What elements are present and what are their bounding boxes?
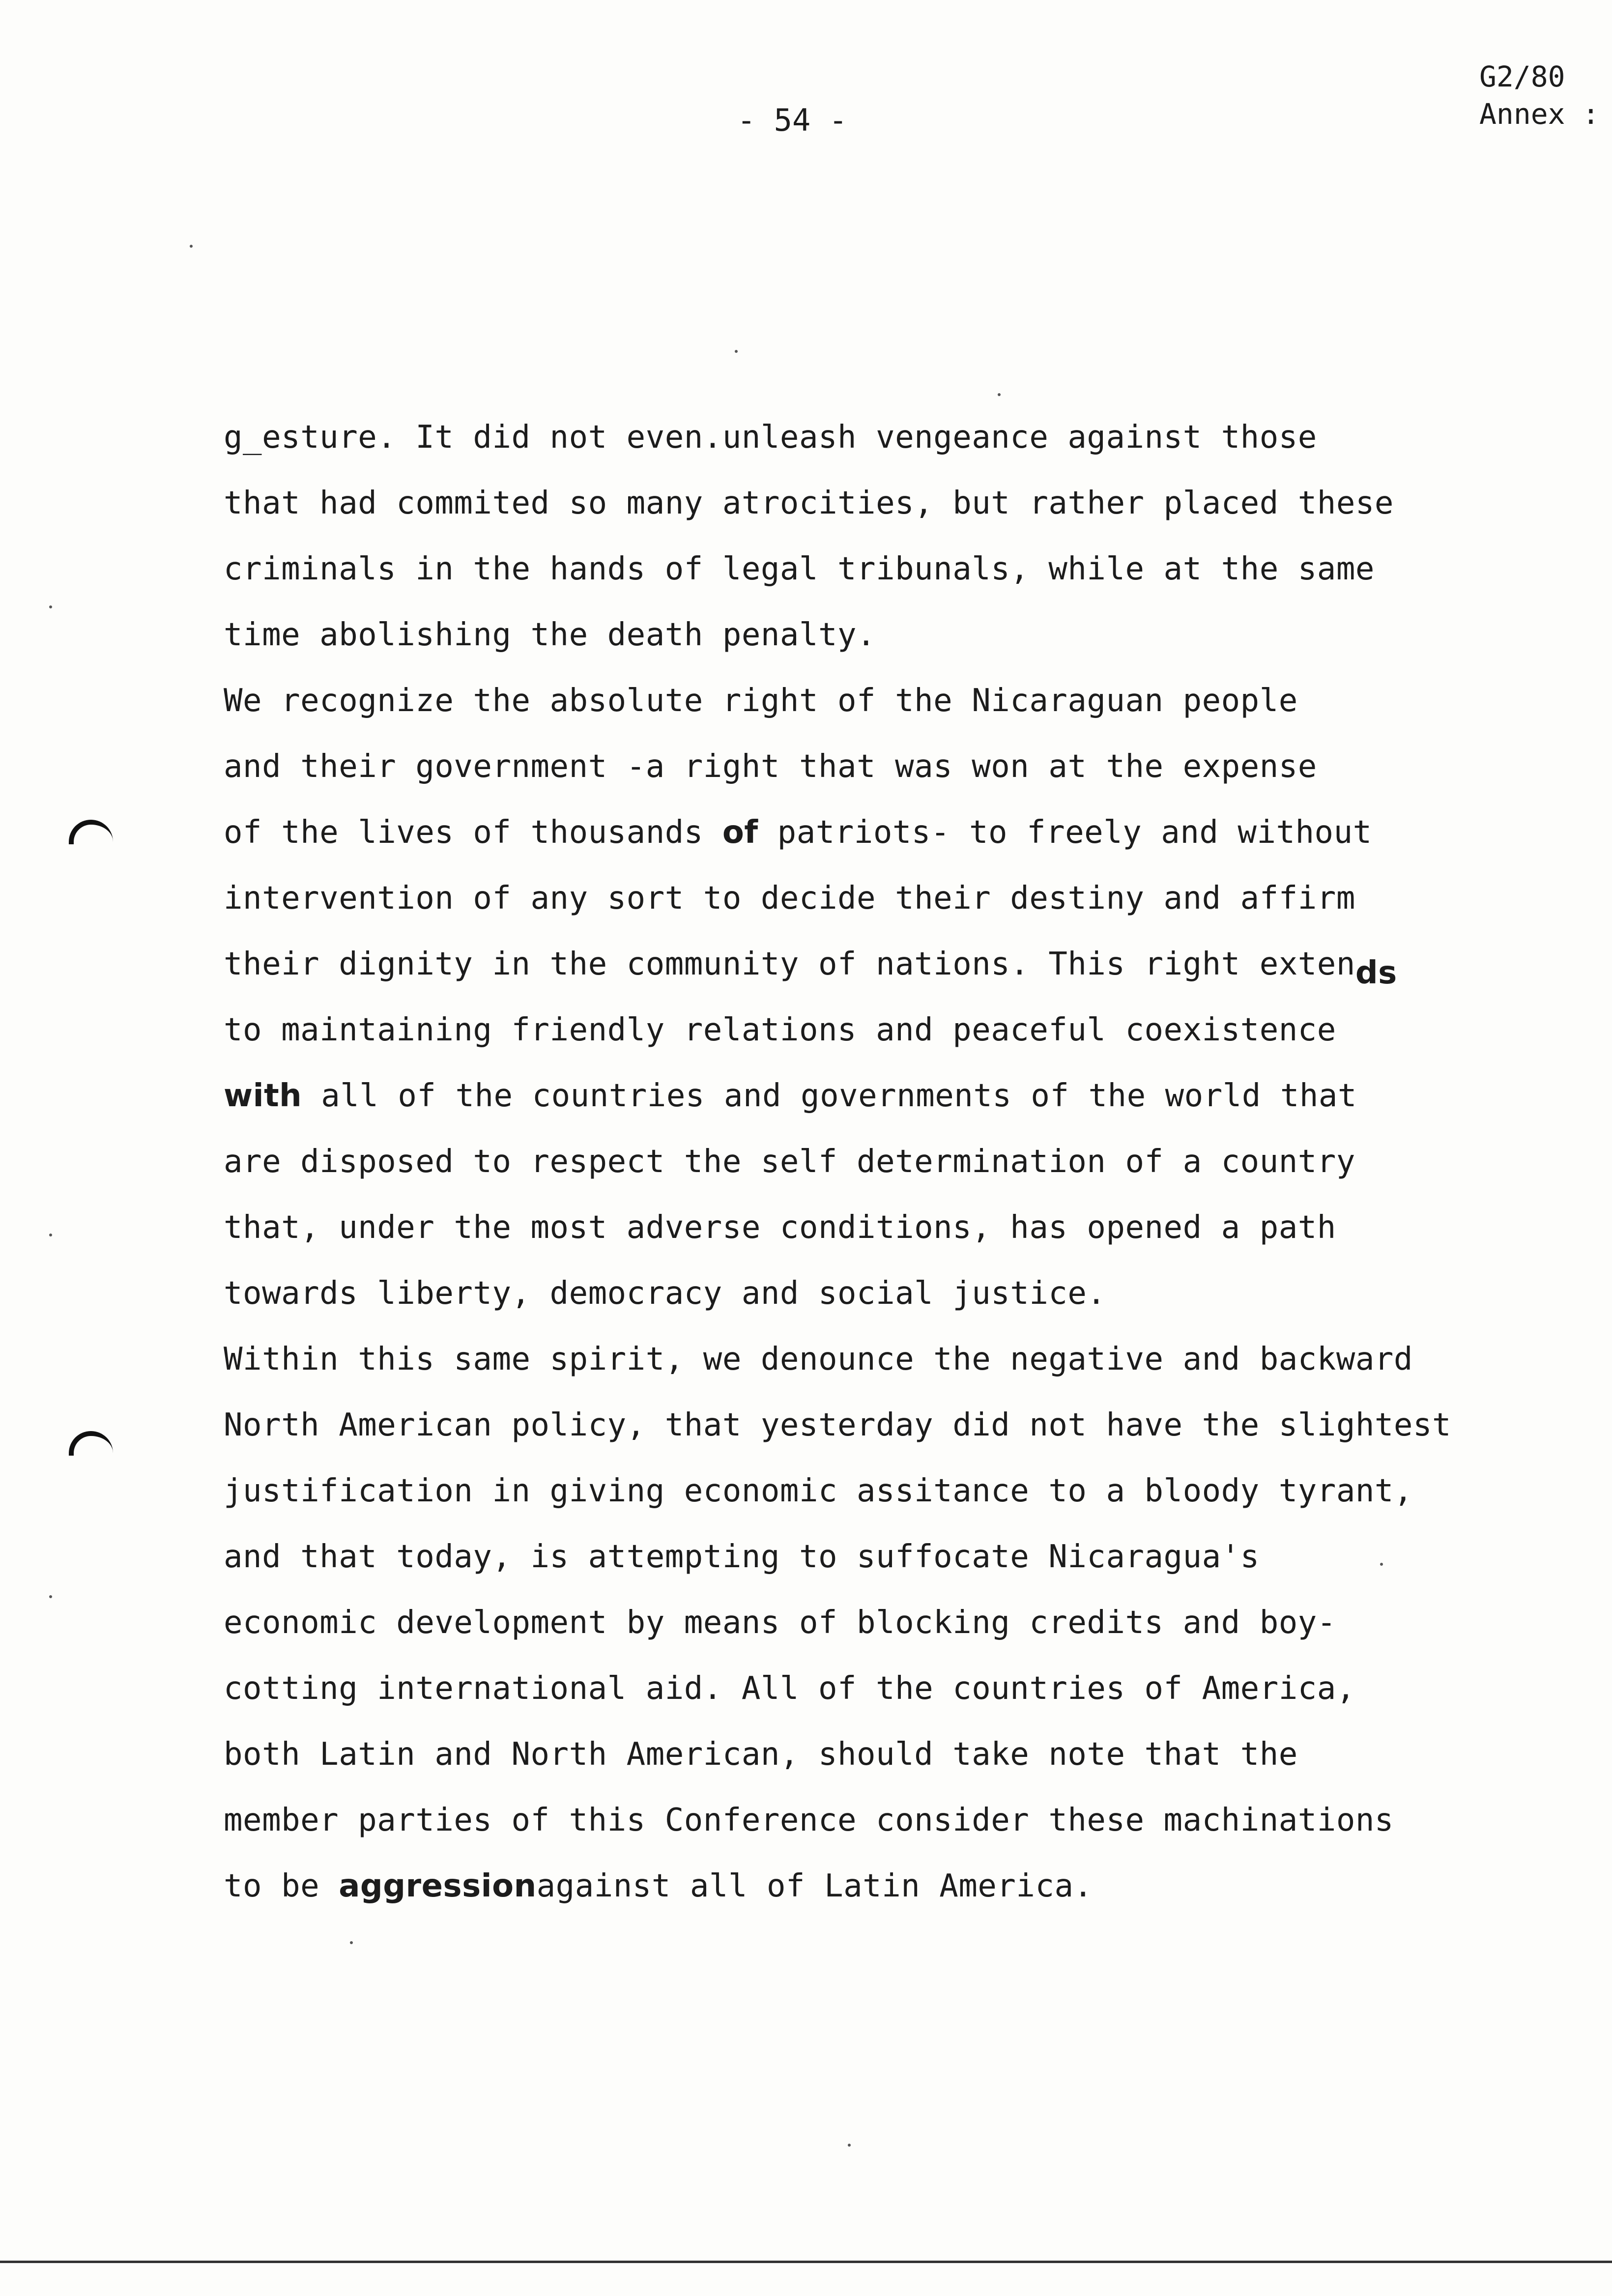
text-run: member parties of this Conference consider these machinations <box>224 1802 1394 1838</box>
scan-speck <box>998 393 1001 396</box>
text-line <box>224 945 1521 1010</box>
text-line <box>224 813 1521 879</box>
scan-speck <box>49 1234 52 1236</box>
scan-speck <box>49 1595 52 1598</box>
emphasized-text: ds <box>1355 955 1397 991</box>
scan-speck <box>190 245 193 248</box>
margin-bracket-mark <box>69 1431 113 1456</box>
text-line <box>224 1274 1521 1340</box>
body-text <box>224 418 1521 1932</box>
text-line <box>224 1603 1521 1669</box>
text-line <box>224 1537 1521 1603</box>
text-run: and that today, is attempting to suffocate Nicaragua's <box>224 1539 1260 1575</box>
text-run: to be <box>224 1868 339 1904</box>
text-line <box>224 615 1521 681</box>
text-run: criminals in the hands of legal tribunals, while at the same <box>224 551 1375 587</box>
text-line <box>224 418 1521 484</box>
emphasized-text: of <box>722 814 758 851</box>
text-line <box>224 1406 1521 1471</box>
text-run: against all of Latin America. <box>536 1868 1093 1904</box>
text-line <box>224 1076 1521 1142</box>
text-line <box>224 484 1521 549</box>
text-line <box>224 681 1521 747</box>
text-line <box>224 1801 1521 1866</box>
text-line <box>224 1866 1521 1932</box>
scan-speck <box>49 605 52 608</box>
text-run: of the lives of thousands <box>224 814 722 851</box>
text-line <box>224 1340 1521 1406</box>
text-line <box>224 1142 1521 1208</box>
margin-bracket-mark <box>69 820 113 844</box>
scan-speck <box>848 2144 851 2147</box>
text-run: cotting international aid. All of the countries of America, <box>224 1670 1355 1707</box>
text-run: that, under the most adverse conditions, has opened a path <box>224 1209 1336 1246</box>
scan-speck <box>350 1941 353 1944</box>
annex-label: Annex : <box>1479 97 1600 131</box>
document-reference <box>1479 58 1612 133</box>
text-run: intervention of any sort to decide their destiny and affirm <box>224 880 1355 917</box>
emphasized-text: with <box>224 1078 302 1114</box>
page-number: - 54 - <box>737 102 847 138</box>
emphasized-text: aggression <box>339 1868 537 1904</box>
text-run: Within this same spirit, we denounce the negative and backward <box>224 1341 1413 1378</box>
text-run: that had commited so many atrocities, but rather placed these <box>224 485 1394 521</box>
text-run: justification in giving economic assitance to a bloody tyrant, <box>224 1473 1413 1509</box>
text-line <box>224 1010 1521 1076</box>
text-run: both Latin and North American, should take note that the <box>224 1736 1298 1773</box>
text-run: all of the countries and governments of the world that <box>302 1078 1357 1114</box>
text-run: and their government -a right that was won at the expense <box>224 748 1317 785</box>
text-line <box>224 1471 1521 1537</box>
text-line <box>224 879 1521 945</box>
text-run: to maintaining friendly relations and peaceful coexistence <box>224 1012 1336 1048</box>
reference-code: G2/80 <box>1479 60 1565 93</box>
text-run: North American policy, that yesterday did not have the slightest <box>224 1407 1451 1443</box>
text-line <box>224 549 1521 615</box>
text-run: towards liberty, democracy and social justice. <box>224 1275 1106 1312</box>
text-line <box>224 1735 1521 1801</box>
text-run: g_esture. It did not even.unleash vengeance against those <box>224 419 1317 456</box>
text-run: economic development by means of blocking credits and boy- <box>224 1605 1336 1641</box>
text-line <box>224 1669 1521 1735</box>
text-line <box>224 747 1521 813</box>
scan-speck <box>1380 1563 1383 1566</box>
text-line <box>224 1208 1521 1274</box>
text-run: We recognize the absolute right of the Nicaraguan people <box>224 683 1298 719</box>
scan-speck <box>735 350 738 353</box>
text-run: time abolishing the death penalty. <box>224 617 876 653</box>
text-run: patriots- to freely and without <box>758 814 1372 851</box>
text-run: are disposed to respect the self determination of a country <box>224 1144 1355 1180</box>
text-run: their dignity in the community of nations. This right exten <box>224 946 1355 982</box>
bottom-rule <box>0 2261 1612 2263</box>
